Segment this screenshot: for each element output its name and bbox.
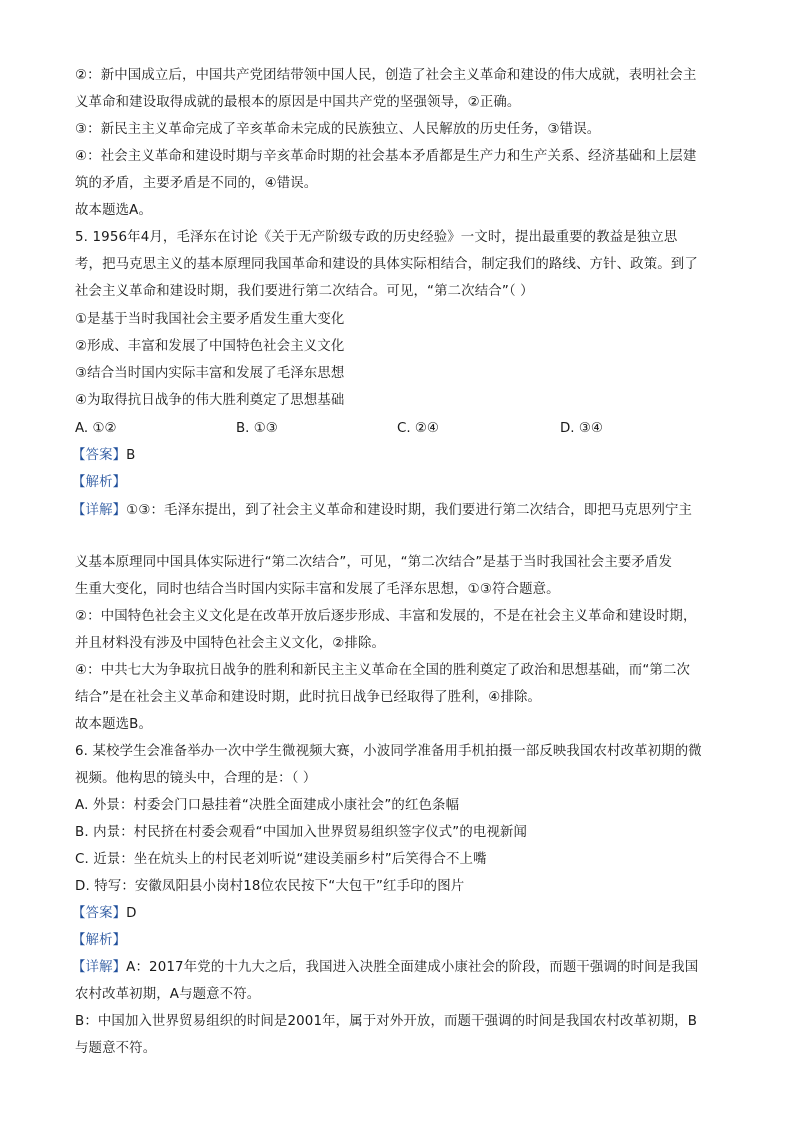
paragraph-line: ③：新民主主义革命完成了辛亥革命未完成的民族独立、人民解放的历史任务，③错误。 — [75, 122, 601, 137]
detail-tag: 【详解】 — [72, 960, 127, 975]
detail-line: 生重大变化，同时也结合当时国内实际丰富和发展了毛泽东思想，①③符合题意。 — [75, 582, 560, 597]
detail-line: ②：中国特色社会主义文化是在改革开放后逐步形成、丰富和发展的，不是在社会主义革命和建设时期， — [75, 609, 697, 624]
question-5-detail — [72, 501, 692, 521]
detail-line: 结合”是在社会主义革命和建设时期，此时抗日战争已经取得了胜利，④排除。 — [75, 690, 542, 705]
paragraph-line: 义革命和建设取得成就的最根本的原因是中国共产党的坚强领导，②正确。 — [75, 95, 521, 110]
question-5-statement: ④为取得抗日战争的伟大胜利奠定了思想基础 — [75, 393, 345, 408]
detail-line: 故本题选B。 — [75, 717, 153, 732]
question-6-analysis — [72, 931, 126, 951]
question-5-answer — [72, 446, 136, 466]
question-5-option-b: B. ①③ — [236, 421, 278, 436]
paragraph-line: 故本题选A。 — [75, 203, 153, 218]
question-5-statement: ②形成、丰富和发展了中国特色社会主义文化 — [75, 339, 345, 354]
question-5-statement: ①是基于当时我国社会主要矛盾发生重大变化 — [75, 312, 345, 327]
question-6-answer — [72, 904, 137, 924]
detail-line: 与题意不符。 — [75, 1041, 157, 1056]
detail-text: ①③：毛泽东提出，到了社会主义革命和建设时期，我们要进行第二次结合，即把马克思列宁主 — [126, 503, 693, 518]
analysis-tag: 【解析】 — [72, 933, 127, 948]
analysis-tag: 【解析】 — [72, 475, 127, 490]
question-6-option-a: A. 外景：村委会门口悬挂着“决胜全面建成小康社会”的红色条幅 — [75, 798, 460, 813]
question-5-option-c: C. ②④ — [397, 421, 439, 436]
question-5-option-d: D. ③④ — [560, 421, 603, 436]
detail-line: 农村改革初期，A与题意不符。 — [75, 987, 261, 1002]
question-5-stem: 考，把马克思主义的基本原理同我国革命和建设的具体实际相结合，制定我们的路线、方针、政策。到了 — [75, 257, 698, 272]
question-5-option-a: A. ①② — [75, 421, 117, 436]
question-5-analysis — [72, 473, 126, 493]
question-6-option-d: D. 特写：安徽凤阳县小岗村18位农民按下“大包干”红手印的图片 — [75, 879, 465, 894]
paragraph-line: ④：社会主义革命和建设时期与辛亥革命时期的社会基本矛盾都是生产力和生产关系、经济基础和上层建 — [75, 149, 697, 164]
detail-tag: 【详解】 — [72, 503, 127, 518]
question-5-stem: 5. 1956年4月，毛泽东在讨论《关于无产阶级专政的历史经验》一文时，提出最重要的教益是独立思 — [75, 230, 678, 245]
detail-line: 义基本原理同中国具体实际进行“第二次结合”，可见，“第二次结合”是基于当时我国社会主要矛盾发 — [75, 555, 673, 570]
answer-value: B — [126, 448, 136, 463]
question-6-stem: 6. 某校学生会准备举办一次中学生微视频大赛，小波同学准备用手机拍摄一部反映我国农村改革初期的微 — [75, 744, 702, 759]
question-6-stem: 视频。他构思的镜头中，合理的是：（ ） — [75, 771, 317, 786]
question-5-stem: 社会主义革命和建设时期，我们要进行第二次结合。可见，“第二次结合”（ ） — [75, 284, 534, 299]
detail-line: 并且材料没有涉及中国特色社会主义文化，②排除。 — [75, 636, 386, 651]
detail-line: B：中国加入世界贸易组织的时间是2001年，属于对外开放，而题干强调的时间是我国农村改革初期，B — [75, 1014, 698, 1029]
question-6-detail — [72, 958, 698, 978]
detail-line: ④：中共七大为争取抗日战争的胜利和新民主主义革命在全国的胜利奠定了政治和思想基础，而“第二次 — [75, 663, 691, 678]
answer-value: D — [126, 906, 137, 921]
answer-tag: 【答案】 — [72, 448, 127, 463]
answer-tag: 【答案】 — [72, 906, 127, 921]
paragraph-line: 筑的矛盾，主要矛盾是不同的，④错误。 — [75, 176, 318, 191]
question-6-option-c: C. 近景：坐在炕头上的村民老刘听说“建设美丽乡村”后笑得合不上嘴 — [75, 852, 487, 867]
detail-text: A：2017年党的十九大之后，我国进入决胜全面建成小康社会的阶段，而题干强调的时间是我国 — [126, 960, 699, 975]
question-6-option-b: B. 内景：村民挤在村委会观看“中国加入世界贸易组织签字仪式”的电视新闻 — [75, 825, 528, 840]
paragraph-line: ②：新中国成立后，中国共产党团结带领中国人民，创造了社会主义革命和建设的伟大成就，表明社会主 — [75, 68, 697, 83]
question-5-statement: ③结合当时国内实际丰富和发展了毛泽东思想 — [75, 366, 345, 381]
